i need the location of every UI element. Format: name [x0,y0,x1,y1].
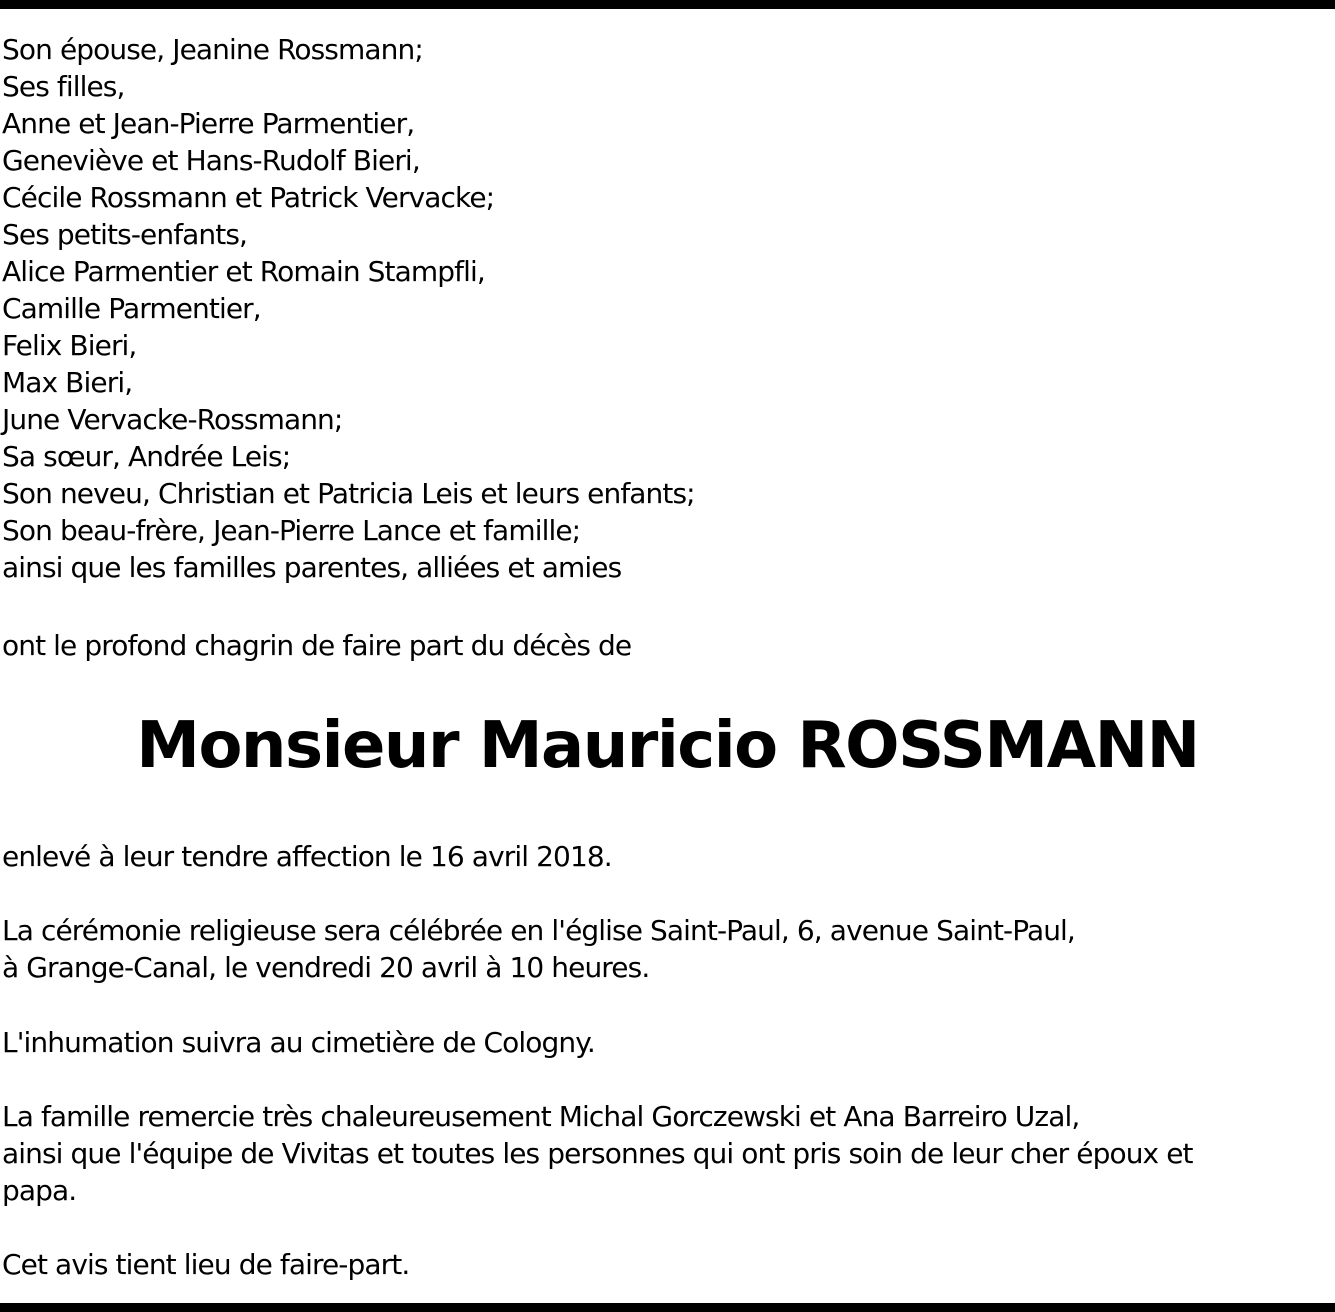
family-list [2,31,695,586]
thanks-line: papa. [2,1174,77,1207]
family-line: Anne et Jean-Pierre Parmentier, [2,107,415,140]
family-line: Camille Parmentier, [2,292,261,325]
burial-line: L'inhumation suivra au cimetière de Cologny. [2,1026,595,1059]
burial-paragraph [2,1024,595,1061]
family-line: Alice Parmentier et Romain Stampfli, [2,255,485,288]
announcement-text [2,627,631,664]
announcement-line: ont le profond chagrin de faire part du décès de [2,629,632,662]
family-line: Son épouse, Jeanine Rossmann; [2,33,423,66]
death-date-text [2,838,612,875]
thanks-line: ainsi que l'équipe de Vivitas et toutes les personnes qui ont pris soin de leur cher époux et [2,1137,1193,1170]
thanks-line: La famille remercie très chaleureusement Michal Gorczewski et Ana Barreiro Uzal, [2,1100,1080,1133]
thanks-paragraph [2,1098,1193,1209]
bottom-border-rule [0,1303,1335,1312]
top-border-rule [0,0,1335,9]
ceremony-line: La cérémonie religieuse sera célébrée en l'église Saint-Paul, 6, avenue Saint-Paul, [2,914,1075,947]
ceremony-paragraph [2,912,1075,986]
family-line: Son neveu, Christian et Patricia Leis et leurs enfants; [2,477,695,510]
death-date-line: enlevé à leur tendre affection le 16 avril 2018. [2,840,612,873]
family-line: Cécile Rossmann et Patrick Vervacke; [2,181,495,214]
closing-notice [2,1246,409,1283]
family-line: Geneviève et Hans-Rudolf Bieri, [2,144,420,177]
family-line: Ses petits-enfants, [2,218,248,251]
family-line: ainsi que les familles parentes, alliées et amies [2,551,622,584]
family-line: Max Bieri, [2,366,133,399]
ceremony-line: à Grange-Canal, le vendredi 20 avril à 10 heures. [2,951,650,984]
deceased-name: Monsieur Mauricio ROSSMANN [136,709,1199,783]
family-line: Son beau-frère, Jean-Pierre Lance et famille; [2,514,581,547]
family-line: Felix Bieri, [2,329,137,362]
family-line: Ses filles, [2,70,125,103]
closing-line: Cet avis tient lieu de faire-part. [2,1248,410,1281]
family-line: June Vervacke-Rossmann; [2,403,343,436]
family-line: Sa sœur, Andrée Leis; [2,440,291,473]
